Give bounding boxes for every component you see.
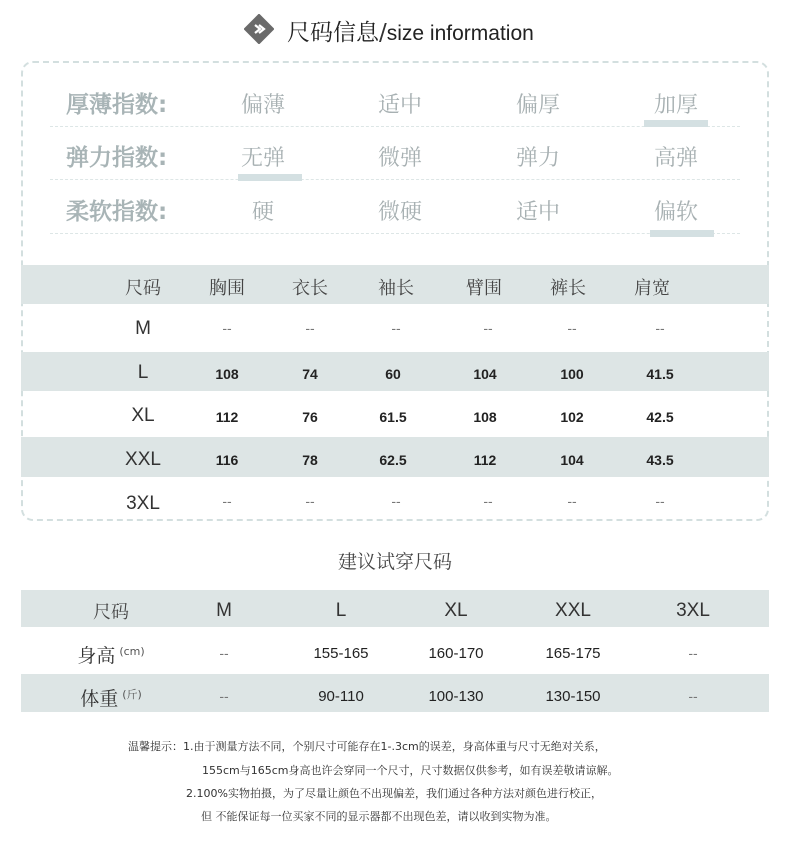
table-cell: 165-175 [545,645,601,662]
column-header: 裤长 [550,278,586,299]
size-cell: XL [131,405,155,426]
index-label: 厚薄指数: [66,92,168,118]
table-cell: 74 [302,366,318,382]
unit-label: (cm) [119,645,145,658]
table-cell: 104 [473,366,497,382]
row-label [61,684,161,711]
index-option: 无弹 [240,146,285,171]
table-cell: -- [567,493,577,509]
table-cell: 41.5 [646,366,674,382]
height-label: 身高 [77,645,116,667]
table-cell: 102 [560,409,584,425]
table-cell: 61.5 [379,409,407,425]
index-option: 加厚 [653,93,698,118]
table-cell: 78 [302,452,318,468]
page-title [287,14,534,47]
table-cell: -- [655,493,665,509]
index-option: 微硬 [377,200,422,225]
table-cell: 112 [215,409,239,425]
column-header: XXL [555,600,591,621]
table-cell: 100-130 [428,688,484,705]
softness-index-row [50,183,740,234]
table-cell: 60 [385,366,401,382]
column-header: L [335,600,347,621]
title-cn: 尺码信息 [287,20,379,46]
row-label [61,641,161,668]
section-header [0,8,790,48]
column-header: 3XL [676,600,710,621]
table-cell: -- [305,320,315,336]
title-en: size information [386,22,534,45]
index-option: 偏薄 [240,93,285,118]
table-cell: -- [655,320,665,336]
table-cell: 42.5 [646,409,674,425]
table-cell: -- [222,493,232,509]
index-selected-bar [650,230,714,237]
column-header: 衣长 [292,278,328,299]
table-cell: 112 [473,452,497,468]
index-label: 柔软指数: [66,199,168,225]
index-option: 硬 [251,200,274,225]
index-option: 适中 [377,93,422,118]
size-cell: 3XL [126,493,160,514]
column-header: 臂围 [466,278,502,299]
table-cell: -- [222,320,232,336]
column-header: 肩宽 [634,278,670,299]
column-header: 袖长 [378,278,414,299]
column-header: 尺码 [93,602,129,623]
table-cell: -- [567,320,577,336]
table-cell: 108 [215,366,239,382]
size-cell: M [135,318,151,339]
index-option: 微弹 [377,146,422,171]
table-cell: -- [688,688,698,704]
column-header: M [216,600,232,621]
note-line: 155cm与165cm身高也许会穿同一个尺寸，尺寸数据仅供参考，如有误差敬请谅解。 [202,764,619,777]
table-cell: 104 [560,452,584,468]
table-cell: 160-170 [428,645,484,662]
chevron-diamond-icon [244,14,274,44]
note-line: 2.100%实物拍摄，为了尽量让颜色不出现偏差，我们通过各种方法对颜色进行校正， [186,787,602,800]
column-header: 尺码 [125,278,161,299]
table-cell: -- [688,645,698,661]
table-cell: -- [305,493,315,509]
recommend-title: 建议试穿尺码 [337,551,452,573]
unit-label: (斤) [122,688,142,701]
table-cell: -- [483,493,493,509]
index-label: 弹力指数: [66,145,168,171]
weight-label: 体重 [80,688,119,710]
index-option: 弹力 [515,146,560,171]
thickness-index-row [50,76,740,127]
index-option: 偏软 [653,200,698,225]
table-cell: -- [391,493,401,509]
table-cell: 76 [302,409,318,425]
column-header: 胸围 [209,278,245,299]
table-cell: -- [483,320,493,336]
table-cell: 100 [560,366,584,382]
note-line: 温馨提示：1.由于测量方法不同，个别尺寸可能存在1-.3cm的误差，身高体重与尺寸无绝对关系， [128,740,606,753]
table-cell: -- [219,645,229,661]
index-selected-bar [238,174,302,181]
index-option: 高弹 [653,146,698,171]
table-cell: -- [219,688,229,704]
table-cell: 155-165 [313,645,369,662]
size-cell: XXL [125,449,161,470]
table-cell: 43.5 [646,452,674,468]
size-cell: L [137,362,149,383]
table-cell: 108 [473,409,497,425]
index-selected-bar [644,120,708,127]
table-cell: 62.5 [379,452,407,468]
table-cell: 116 [215,452,239,468]
index-option: 适中 [515,200,560,225]
table-cell: 90-110 [318,688,364,705]
table-cell: 130-150 [545,688,601,705]
title-separator: / [379,20,387,46]
note-line: 但 不能保证每一位买家不同的显示器都不出现色差，请以收到实物为准。 [201,810,557,823]
index-option: 偏厚 [515,93,560,118]
table-cell: -- [391,320,401,336]
column-header: XL [444,600,468,621]
elasticity-index-row [50,129,740,180]
